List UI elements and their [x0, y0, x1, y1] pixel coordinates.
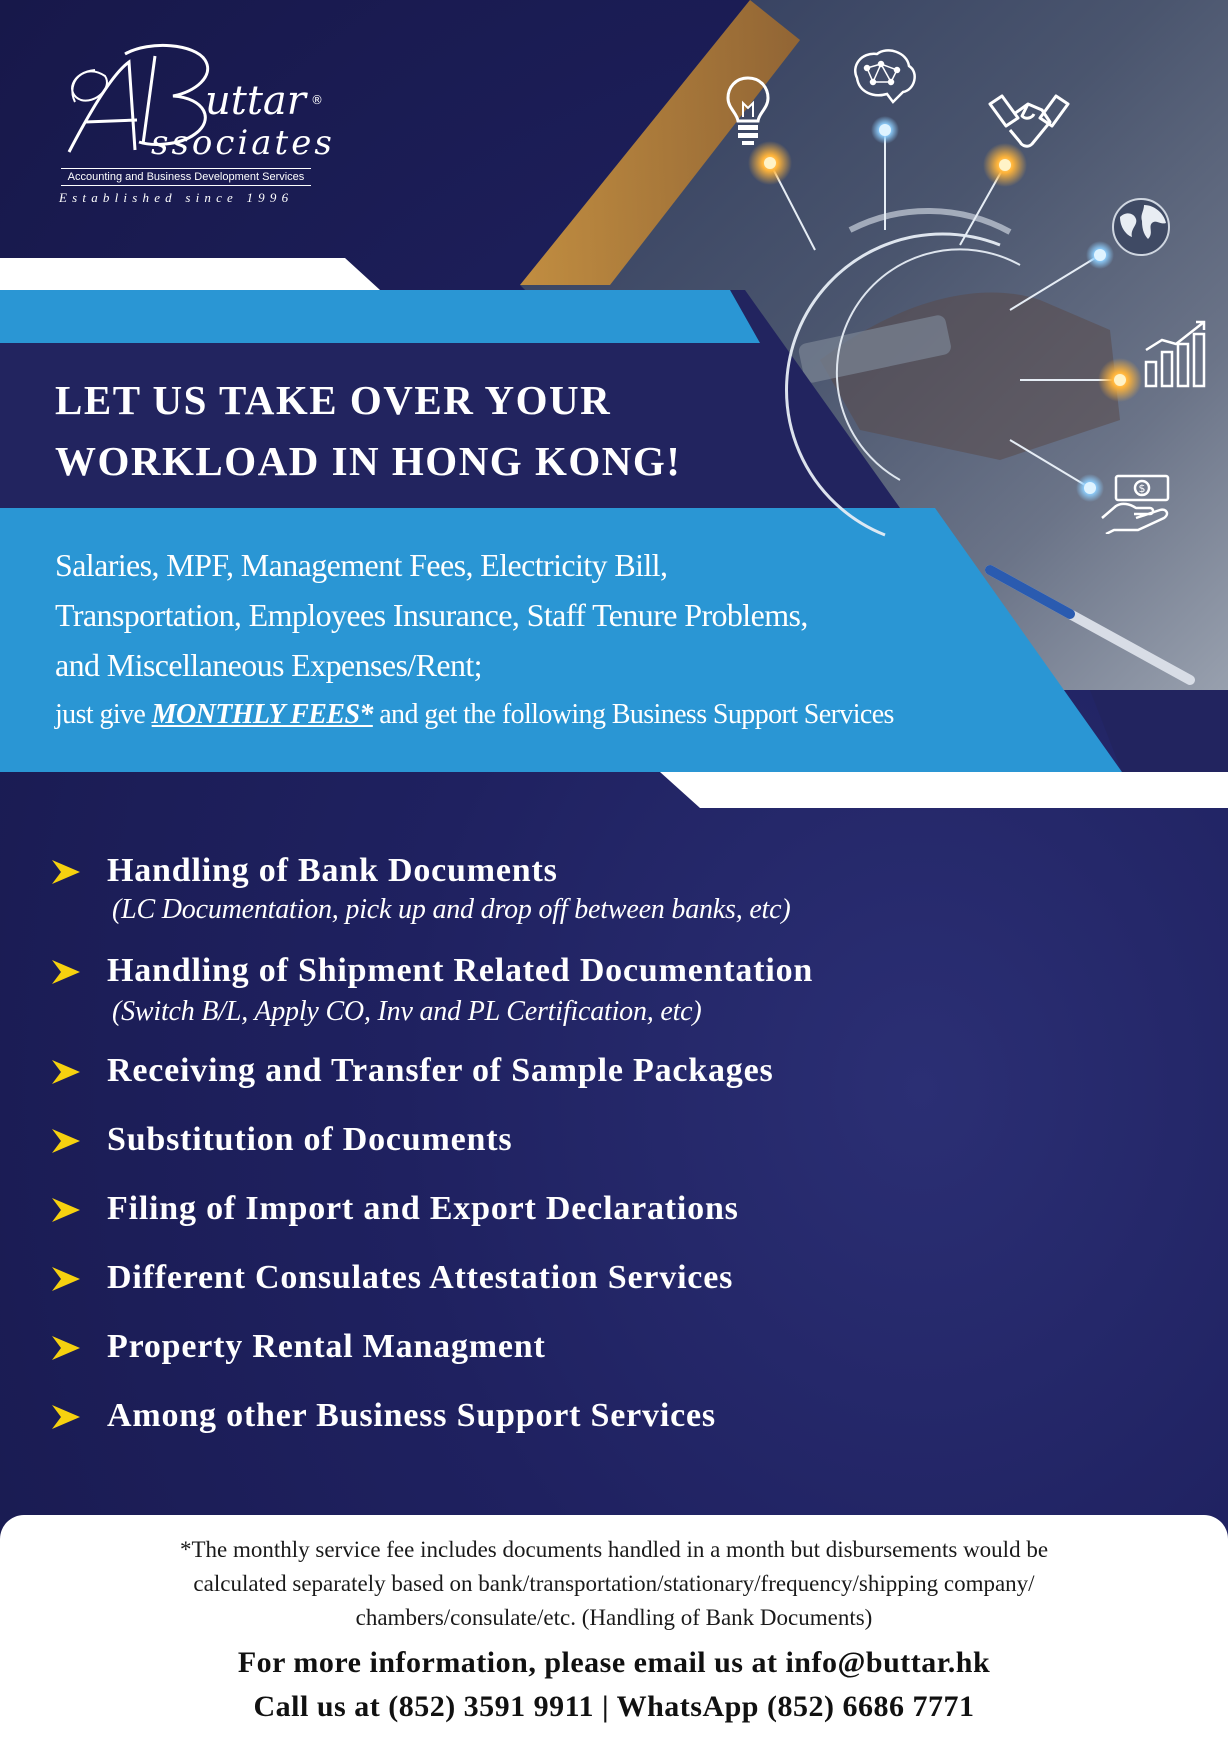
fee-footnote	[90, 1533, 1138, 1635]
headline	[55, 370, 815, 492]
lightbulb-icon	[725, 75, 771, 147]
service-label: Handling of Shipment Related Documentation	[107, 952, 814, 989]
service-label: Receiving and Transfer of Sample Packages	[107, 1052, 774, 1089]
service-detail: (LC Documentation, pick up and drop off between banks, etc)	[112, 894, 791, 925]
intro-line-3: and Miscellaneous Expenses/Rent;	[55, 647, 482, 683]
chevron-arrow-icon	[52, 1336, 80, 1360]
footnote-line-3: chambers/consulate/etc. (Handling of Bank Documents)	[355, 1605, 873, 1630]
headline-line-2: WORKLOAD IN HONG KONG!	[55, 438, 682, 484]
money-hand-icon	[1100, 472, 1174, 534]
service-label: Substitution of Documents	[107, 1121, 513, 1158]
contact-phone[interactable]: Call us at (852) 3591 9911 | WhatsApp (852) 6686 7771	[253, 1690, 975, 1723]
intro-line-4	[55, 690, 955, 740]
brain-network-icon	[847, 48, 919, 110]
intro-line-2: Transportation, Employees Insurance, Staff Tenure Problems,	[55, 597, 808, 633]
intro-line-4-prefix: just give	[55, 699, 152, 730]
service-label: Property Rental Managment	[107, 1328, 546, 1365]
chevron-arrow-icon	[52, 1405, 80, 1429]
monthly-fees-link[interactable]: MONTHLY FEES*	[151, 699, 373, 730]
service-label: Filing of Import and Export Declarations	[107, 1190, 739, 1227]
chevron-arrow-icon	[52, 1129, 80, 1153]
logo-monogram-icon	[55, 42, 355, 172]
service-label: Handling of Bank Documents	[107, 852, 558, 889]
intro-line-4-suffix: and get the following Business Support Services	[372, 699, 894, 730]
logo-tagline: Accounting and Business Development Services	[61, 168, 311, 186]
contact-email[interactable]: For more information, please email us at info@buttar.hk	[237, 1646, 991, 1679]
chevron-arrow-icon	[52, 1267, 80, 1291]
chevron-arrow-icon	[52, 860, 80, 884]
bar-chart-icon	[1142, 318, 1210, 388]
headline-line-1: LET US TAKE OVER YOUR	[55, 377, 612, 423]
intro-text	[55, 540, 955, 740]
company-logo	[55, 42, 355, 212]
svg-text:$: $	[1138, 482, 1146, 495]
service-label: Among other Business Support Services	[107, 1397, 716, 1434]
handshake-icon	[988, 92, 1070, 154]
logo-established: Established since 1996	[59, 190, 294, 205]
service-detail: (Switch B/L, Apply CO, Inv and PL Certification, etc)	[112, 996, 702, 1027]
registered-mark: ®	[311, 93, 323, 107]
chevron-arrow-icon	[52, 1198, 80, 1222]
footer	[0, 1515, 1228, 1755]
intro-line-1: Salaries, MPF, Management Fees, Electricity Bill,	[55, 547, 668, 583]
globe-icon	[1108, 195, 1174, 259]
logo-wordmark-bottom: ssociates	[151, 123, 335, 163]
chevron-arrow-icon	[52, 1060, 80, 1084]
chevron-arrow-icon	[52, 960, 80, 984]
footnote-line-1: *The monthly service fee includes documents handled in a month but disbursements would be	[179, 1537, 1049, 1562]
service-label: Different Consulates Attestation Services	[107, 1259, 734, 1296]
footnote-line-2: calculated separately based on bank/transportation/stationary/frequency/shipping company/	[193, 1571, 1035, 1596]
logo-wordmark-top: uttar	[205, 78, 306, 124]
